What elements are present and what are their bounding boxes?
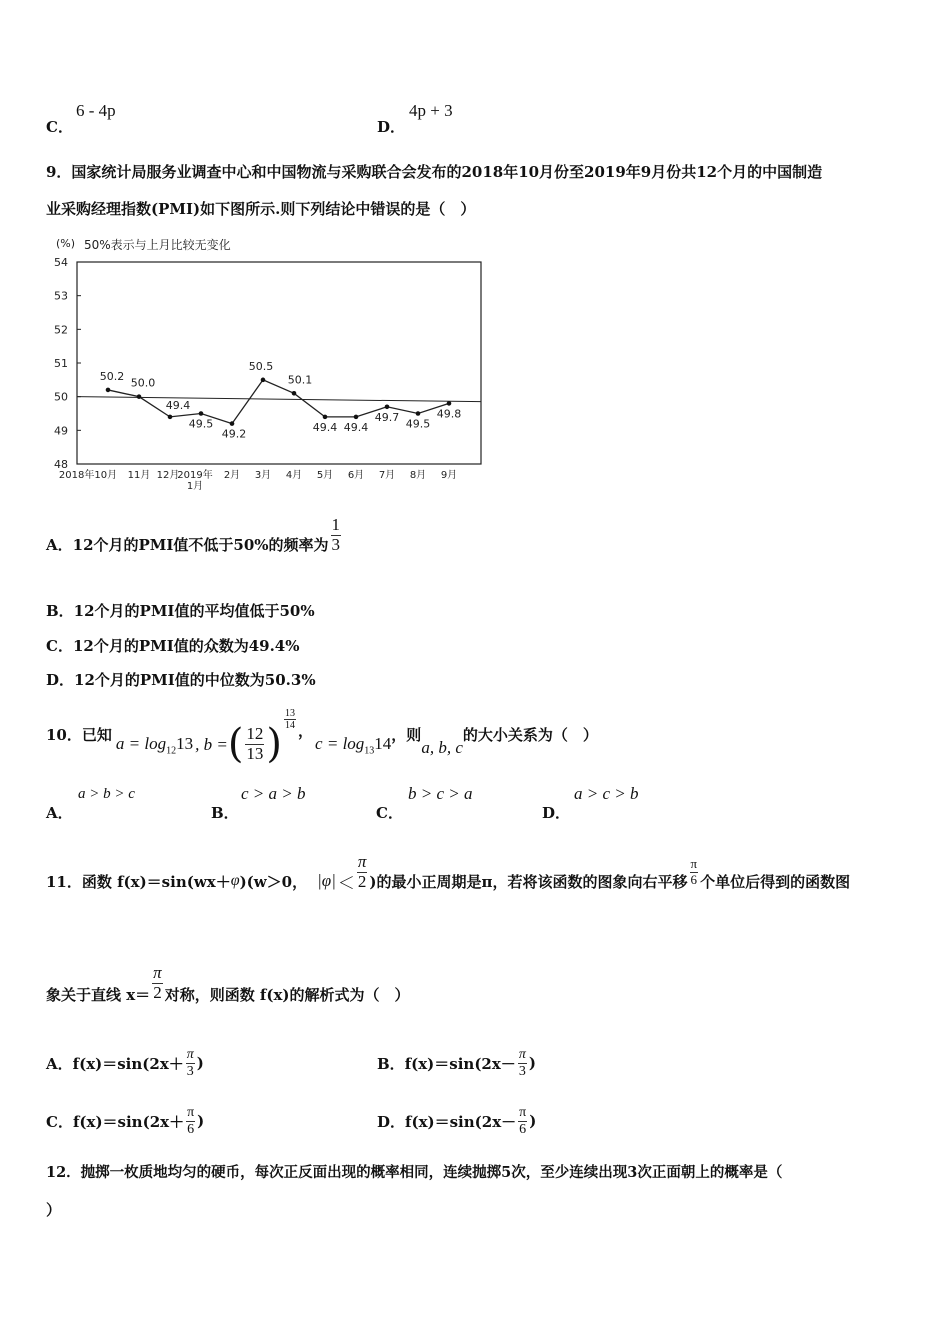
- q9-stem-line2: 业采购经理指数(PMI)如下图所示.则下列结论中错误的是（ ）: [46, 200, 476, 218]
- q9-option-a[interactable]: [46, 516, 343, 555]
- data-label: 49.8: [436, 407, 462, 421]
- x-tick-label: 1月: [186, 481, 204, 492]
- q11-x-pi-over-2: [152, 964, 163, 1002]
- q12-stem-line1: 12．抛掷一枚质地均匀的硬币，每次正反面出现的概率相同，连续抛掷5次，至少连续出现3次正面朝上的概率是（: [46, 1164, 783, 1181]
- q11-pi-over-2: [357, 853, 368, 891]
- y-tick-label: 49: [54, 424, 68, 438]
- a-log-arg: 13: [176, 733, 194, 753]
- data-label: 50.2: [99, 369, 125, 383]
- c-expr-text: c = log: [315, 733, 365, 753]
- x-tick-label: 11月: [127, 470, 151, 481]
- q10-option-c-label: C．: [376, 804, 403, 822]
- data-point: [261, 378, 266, 383]
- q10-option-a-value: a > b > c: [78, 786, 135, 802]
- data-point: [385, 404, 390, 409]
- fraction-numerator: π: [519, 1105, 527, 1121]
- x-tick-label: 4月: [285, 470, 303, 481]
- data-label: 50.0: [130, 376, 156, 390]
- data-point: [230, 421, 235, 426]
- q11-stem-line1: [46, 846, 850, 898]
- six-denominator: 6: [690, 871, 698, 887]
- b-base-num: 12: [246, 723, 264, 743]
- q11-option-a-pre: f(x)＝sin(2x＋: [72, 1054, 184, 1073]
- two-denominator: 2: [357, 871, 367, 891]
- fraction-numerator: 1: [331, 515, 341, 535]
- data-label: 49.4: [343, 420, 369, 434]
- q11-option-b-label: B．: [377, 1054, 405, 1073]
- q10-option-c-value: b > c > a: [408, 784, 473, 803]
- pi-numerator: π: [153, 962, 162, 982]
- q11-option-a[interactable]: [46, 1040, 204, 1086]
- x-tick-label: 7月: [378, 470, 396, 481]
- y-tick-label: 51: [54, 357, 68, 370]
- q10-b-power: [227, 708, 298, 767]
- q10-option-d-label: D．: [542, 804, 571, 822]
- c-log-base: 13: [364, 745, 375, 757]
- left-paren: (: [227, 721, 244, 767]
- q8-option-c-label: C．: [46, 118, 73, 136]
- data-points: [100, 360, 462, 441]
- data-point: [106, 388, 111, 393]
- q10-option-b-value: c > a > b: [241, 784, 306, 803]
- fraction-denominator: 3: [518, 1063, 526, 1079]
- q11-option-b-pre: f(x)＝sin(2x－: [404, 1054, 516, 1073]
- b-base-den: 13: [246, 743, 264, 763]
- data-label: 49.5: [188, 417, 214, 431]
- q11-option-a-label: A．: [46, 1054, 73, 1073]
- fraction-denominator: 6: [519, 1121, 527, 1137]
- y-tick-label: 48: [54, 458, 68, 471]
- q10-then: ，则: [391, 725, 422, 744]
- fraction-denominator: 6: [187, 1121, 195, 1137]
- x-tick-label: 3月: [254, 470, 272, 481]
- x-axis: [59, 468, 457, 492]
- q11-option-c-post: ): [197, 1112, 205, 1130]
- q10-option-a-label: A．: [46, 804, 73, 822]
- b-base-fraction: [245, 725, 264, 763]
- q10-b-expr-text: , b =: [195, 735, 228, 754]
- q11-option-b-post: ): [528, 1054, 536, 1072]
- q11-option-d[interactable]: [377, 1098, 536, 1144]
- data-label: 50.5: [248, 359, 274, 373]
- b-exp-num: 13: [285, 708, 296, 719]
- q10-a-expr: [116, 734, 193, 756]
- data-point: [354, 415, 359, 420]
- q11-option-b-fraction: [518, 1047, 527, 1079]
- q11-option-d-fraction: [518, 1105, 527, 1137]
- y-tick-label: 52: [54, 323, 68, 337]
- q10-suffix: 的大小关系为（ ）: [462, 725, 598, 744]
- fraction-numerator: π: [186, 1047, 194, 1063]
- data-point: [137, 394, 142, 399]
- q11-stem-line2: [46, 958, 410, 1008]
- data-label: 49.7: [374, 410, 400, 424]
- q8-option-d-value: 4p + 3: [409, 101, 453, 120]
- y-tick-label: 50: [54, 390, 68, 404]
- q11-option-d-label: D．: [377, 1112, 406, 1131]
- q10-c-expr: [315, 734, 391, 756]
- q11-option-c-fraction: [186, 1105, 195, 1137]
- x-tick-label: 9月: [440, 470, 458, 481]
- x-tick-label: 2月: [223, 470, 241, 481]
- q11-option-a-fraction: [186, 1047, 195, 1079]
- q11-part4: 个单位后得到的函数图: [700, 872, 851, 891]
- q10-comma: ，: [298, 721, 314, 740]
- q11-option-c-label: C．: [46, 1112, 73, 1131]
- q11-less-than: ＜: [337, 873, 355, 894]
- right-paren: ): [266, 721, 283, 767]
- fraction-one-third: [331, 516, 342, 554]
- data-point: [199, 411, 204, 416]
- data-label: 49.4: [165, 398, 191, 412]
- q11-options: [46, 1040, 646, 1160]
- data-label: 50.1: [287, 373, 313, 387]
- data-point: [323, 415, 328, 420]
- q11-abs-phi: |φ|: [317, 871, 336, 890]
- q11-option-c[interactable]: [46, 1098, 204, 1144]
- q11-option-b[interactable]: [377, 1040, 536, 1086]
- x-tick-label: 8月: [409, 470, 427, 481]
- q10-options: [46, 786, 666, 820]
- q11-option-a-post: ): [196, 1054, 204, 1072]
- q10-option-d-value: a > c > b: [574, 784, 639, 803]
- b-exp-den: 14: [285, 720, 296, 731]
- pi-numerator: π: [357, 851, 367, 871]
- data-label: 49.4: [312, 420, 338, 434]
- q11-pi-over-6: [690, 857, 699, 887]
- q9-option-b[interactable]: B．12个月的PMI值的平均值低于50%: [46, 602, 315, 620]
- q11-option-c-pre: f(x)＝sin(2x＋: [72, 1112, 185, 1131]
- data-label: 49.5: [405, 417, 431, 431]
- fraction-numerator: π: [518, 1047, 526, 1063]
- q11-option-d-post: ): [529, 1112, 537, 1130]
- q11-option-d-pre: f(x)＝sin(2x－: [405, 1112, 517, 1131]
- y-tick-label: 54: [54, 256, 68, 269]
- fraction-numerator: π: [187, 1105, 195, 1121]
- q9-option-a-text: A．12个月的PMI值不低于50%的频率为: [46, 536, 329, 554]
- q10-stem: [46, 704, 598, 767]
- two-denominator: 2: [153, 982, 162, 1002]
- c-log-arg: 14: [374, 733, 392, 753]
- q11-part2: )(w＞0，: [239, 872, 308, 891]
- q10-vars: a, b, c: [421, 738, 463, 757]
- x-tick-label: 2018年10月: [58, 470, 118, 481]
- q8-option-d-label: D．: [377, 118, 406, 136]
- b-exponent-fraction: [284, 708, 296, 731]
- q11-part3: )的最小正周期是π，若将该函数的图象向右平移: [369, 872, 688, 891]
- data-point: [292, 391, 297, 396]
- data-point: [168, 415, 173, 420]
- q9-option-d[interactable]: D．12个月的PMI值的中位数为50.3%: [46, 671, 316, 689]
- data-point: [416, 411, 421, 416]
- a-log-base: 12: [166, 745, 177, 757]
- chart-frame: [77, 262, 481, 464]
- q10-option-b-label: B．: [211, 804, 239, 822]
- q8-option-c-value: 6 - 4p: [76, 101, 116, 120]
- q11-part1: 11．函数 f(x)＝sin(wx＋: [46, 872, 231, 891]
- fraction-denominator: 3: [331, 535, 341, 554]
- x-tick-label: 2019年: [177, 470, 213, 481]
- pmi-chart: [44, 230, 504, 498]
- data-point: [447, 401, 452, 406]
- q11-line2-b: 对称，则函数 f(x)的解析式为（ ）: [164, 985, 410, 1004]
- q10-prefix: 10．已知: [46, 725, 112, 744]
- a-expr-text: a = log: [115, 733, 167, 753]
- x-tick-label: 12月: [156, 470, 180, 481]
- data-label: 49.2: [221, 427, 247, 441]
- x-tick-label: 5月: [316, 470, 334, 481]
- q11-phi: φ: [230, 872, 240, 889]
- y-tick-label: 53: [54, 289, 68, 303]
- fraction-denominator: 3: [186, 1063, 194, 1079]
- pi-numerator: π: [690, 856, 698, 872]
- q9-stem-line1: 9．国家统计局服务业调查中心和中国物流与采购联合会发布的2018年10月份至2019年9月份共12个月的中国制造: [46, 163, 823, 181]
- chart-unit-label: (%): [56, 237, 76, 250]
- q12-stem-line2: ）: [46, 1201, 62, 1219]
- chart-title: 50%表示与上月比较无变化: [84, 238, 231, 252]
- q11-line2-a: 象关于直线 x＝: [46, 985, 151, 1004]
- q9-option-c[interactable]: C．12个月的PMI值的众数为49.4%: [46, 637, 300, 655]
- x-tick-label: 6月: [347, 470, 365, 481]
